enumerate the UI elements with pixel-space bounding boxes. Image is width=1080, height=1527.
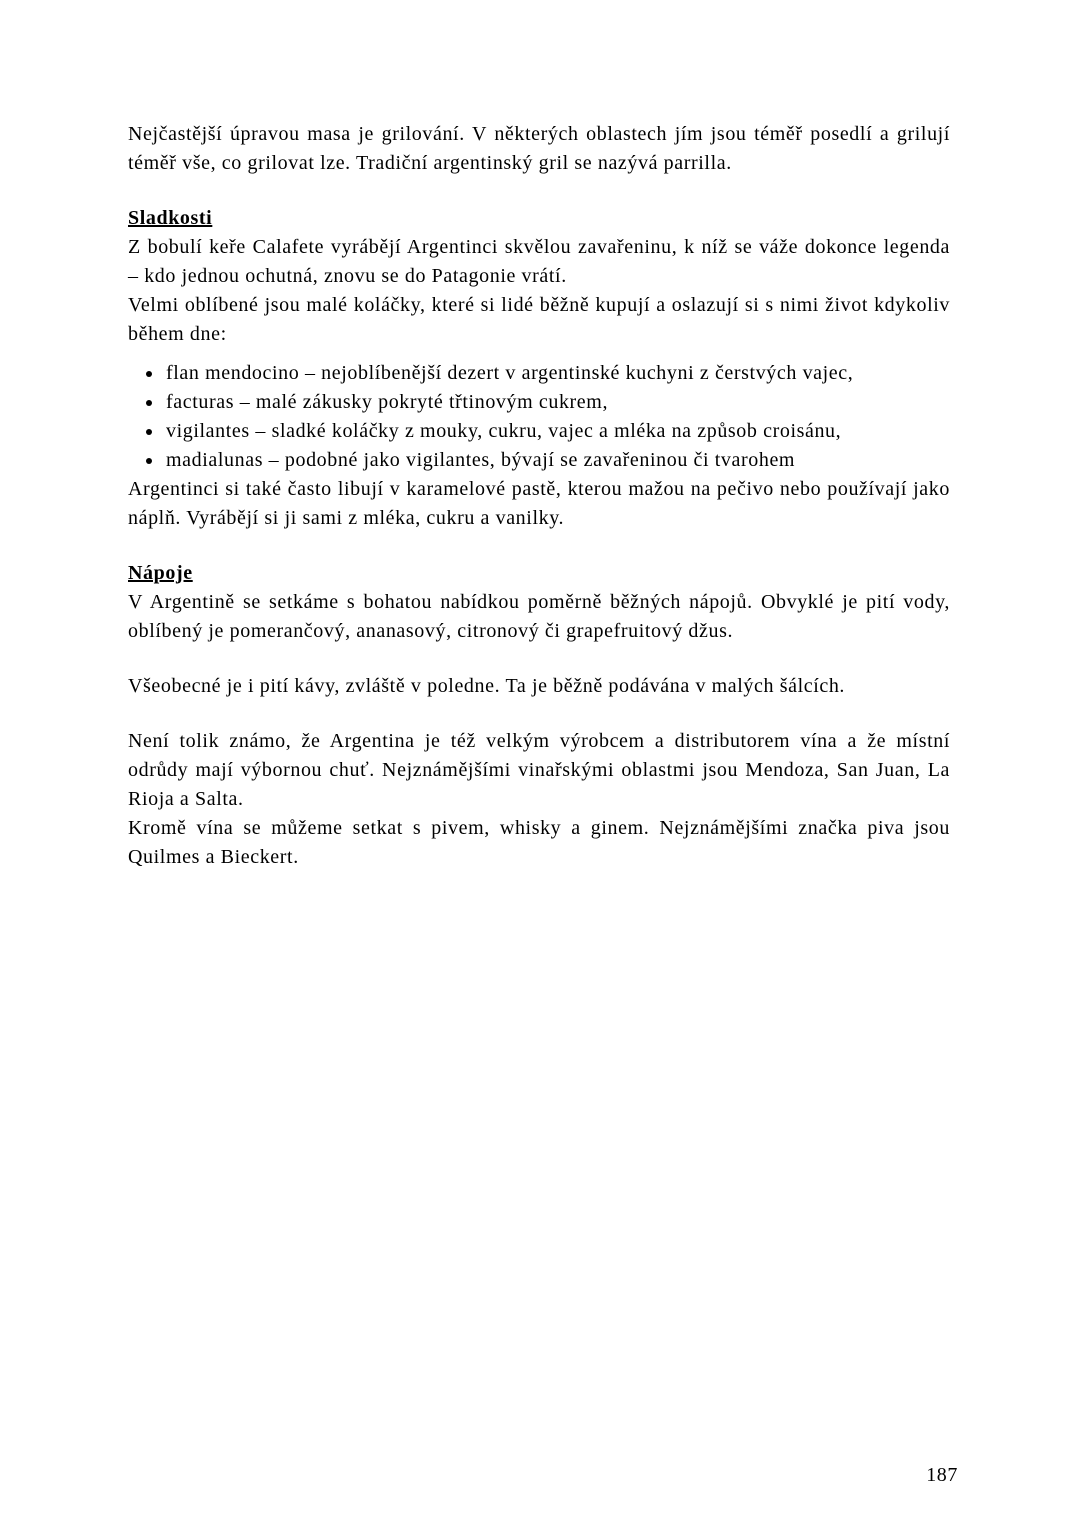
drinks-heading: Nápoje [128,562,193,584]
bullet-item-flan: • flan mendocino – nejoblíbenější dezert v argentinské kuchyni z čerstvých vajec, [164,359,950,388]
drinks-paragraph-1: V Argentině se setkáme s bohatou nabídkou poměrně běžných nápojů. Obvyklé je pití vody, oblíbený je pomerančový, ananasový, citronový či grapefruitový džus. [128,591,950,642]
intro-paragraph: Nejčastější úpravou masa je grilování. V některých oblastech jím jsou téměř posedlí a grilují téměř vše, co grilovat lze. Tradiční argentinský gril se nazývá parrilla. [128,123,950,174]
page-content [128,120,950,898]
sweets-heading: Sladkosti [128,207,213,229]
sweets-paragraph-1: Z bobulí keře Calafete vyrábějí Argentinci skvělou zavařeninu, k níž se váže dokonce legenda – kdo jednou ochutná, znovu se do Patagonie vrátí. [128,236,950,287]
drinks-paragraph-4: Kromě vína se můžeme setkat s pivem, whisky a ginem. Nejznámějšími značka piva jsou Quilmes a Bieckert. [128,817,950,868]
bullet-item-madialunas: • madialunas – podobné jako vigilantes, bývají se zavařeninou či tvarohem [164,446,950,475]
drinks-paragraph-2: Všeobecné je i pití kávy, zvláště v poledne. Ta je běžně podávána v malých šálcích. [128,675,846,697]
bullet-item-vigilantes: • vigilantes – sladké koláčky z mouky, cukru, vajec a mléka na způsob croisánu, [164,417,950,446]
drinks-paragraph-3: Není tolik známo, že Argentina je též velkým výrobcem a distributorem vína a že místní odrůdy mají výbornou chuť. Nejznámějšími vinařskými oblastmi jsou Mendoza, San Juan, La Rioja a Salta. [128,730,950,810]
section-sweets [128,204,950,533]
sweets-bullet-list [128,359,950,475]
section-drinks [128,559,950,872]
page-number: 187 [926,1464,958,1486]
sweets-paragraph-3: Argentinci si také často libují v karamelové pastě, kterou mažou na pečivo nebo používají jako náplň. Vyrábějí si ji sami z mléka, cukru a vanilky. [128,478,950,529]
sweets-paragraph-2: Velmi oblíbené jsou malé koláčky, které si lidé běžně kupují a oslazují si s nimi život kdykoliv během dne: [128,294,950,345]
bullet-item-facturas: • facturas – malé zákusky pokryté třtinovým cukrem, [164,388,950,417]
